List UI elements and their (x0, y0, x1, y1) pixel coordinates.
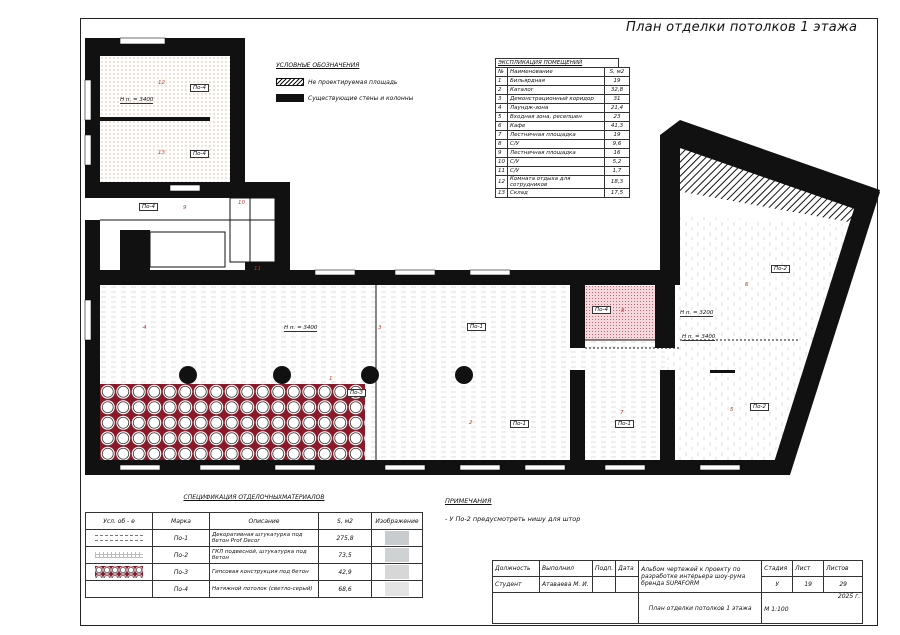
spec-image (372, 530, 423, 547)
room-number-13: 13 (158, 150, 165, 156)
legend-heading: УСЛОВНЫЕ ОБОЗНАЧЕНИЯ (276, 62, 360, 69)
row-number: 2 (496, 86, 508, 95)
row-area: 18,3 (605, 176, 630, 189)
ceiling-tag: По-2 (771, 265, 790, 273)
row-number: 11 (496, 167, 508, 176)
spec-mark: По-4 (153, 581, 210, 598)
table-row (496, 122, 630, 131)
row-number: 7 (496, 131, 508, 140)
ceiling-tag: По-4 (139, 203, 158, 211)
explication-heading: ЭКСПЛИКАЦИЯ ПОМЕЩЕНИЙ (495, 58, 619, 67)
ceiling-tag: По-4 (190, 150, 209, 158)
spec-area: 42,9 (319, 564, 372, 581)
row-name: Демонстрационный коридор (508, 95, 605, 104)
legend-label: Существующие стены и колонны (308, 94, 414, 102)
row-name: Кафе (508, 122, 605, 131)
room-number-9: 9 (183, 205, 187, 211)
stamp-scale: М 1:100 (764, 606, 789, 613)
table-row (496, 167, 630, 176)
spec-mark: По-3 (153, 564, 210, 581)
row-name: Лестничная площадка (508, 149, 605, 158)
table-header (496, 68, 630, 77)
pattern-swatch (95, 552, 143, 558)
room-number-10: 10 (238, 200, 245, 206)
legend-label: Не проектируемая площадь (308, 78, 398, 86)
row-number: 12 (496, 176, 508, 189)
header-name: Наименование (508, 68, 605, 77)
stamp-date-header: Дата (616, 561, 639, 577)
material-sample-image (385, 565, 409, 579)
material-sample-image (385, 548, 409, 562)
row-area: 17,5 (605, 189, 630, 198)
spec-area: 68,6 (319, 581, 372, 598)
row-name: С/У (508, 158, 605, 167)
stamp-sign-header: Подп. (593, 561, 616, 577)
row-number: 4 (496, 104, 508, 113)
table-row (496, 149, 630, 158)
stamp-role: Студент (493, 577, 540, 593)
row-area: 31 (605, 95, 630, 104)
row-number: 6 (496, 122, 508, 131)
row-name: Лаундж-зона (508, 104, 605, 113)
spec-area: 275,8 (319, 530, 372, 547)
header-area: S, м2 (605, 68, 630, 77)
table-row (496, 113, 630, 122)
stamp-sheets-label: Листов (824, 561, 863, 577)
notes (445, 497, 580, 523)
pattern-swatch (95, 535, 143, 541)
ceiling-tag: По-1 (615, 420, 634, 428)
pattern-symbol (86, 530, 153, 547)
drawing-title: План отделки потолков 1 этажа (626, 20, 858, 35)
stamp-sign (593, 577, 616, 593)
row-area: 32,8 (605, 86, 630, 95)
row-area: 19 (605, 77, 630, 86)
room-number-12: 12 (158, 80, 165, 86)
ceiling-tag: По-4 (190, 84, 209, 92)
pattern-symbol (86, 564, 153, 581)
spec-rows (86, 530, 423, 598)
stamp-name-header: Выполнил (540, 561, 593, 577)
solid-swatch (276, 94, 304, 102)
row-name: Склад (508, 189, 605, 198)
spec-image (372, 564, 423, 581)
billiard-ceiling (100, 384, 365, 461)
table-row (86, 581, 423, 598)
explication-rows (496, 77, 630, 198)
room-number-1: 1 (329, 376, 333, 382)
stamp-name: Атаваева М. И. (540, 577, 593, 593)
row-number: 3 (496, 95, 508, 104)
header-mark: Марка (153, 513, 210, 530)
room-number-11: 11 (254, 266, 261, 272)
row-area: 41,3 (605, 122, 630, 131)
stamp-year: 2025 г. (837, 593, 861, 600)
table-header (86, 513, 423, 530)
stamp-sheets: 29 (824, 577, 863, 593)
row-name: С/У (508, 140, 605, 149)
row-number: 5 (496, 113, 508, 122)
spec-mark: По-2 (153, 547, 210, 564)
row-number: 8 (496, 140, 508, 149)
stamp-stage-label: Стадия (762, 561, 793, 577)
row-number: 10 (496, 158, 508, 167)
note-item: - У По-2 предусмотреть нишу для штор (445, 515, 581, 523)
room-number-8: 8 (621, 308, 625, 314)
row-number: 1 (496, 77, 508, 86)
notes-heading: ПРИМЕЧАНИЯ (445, 497, 492, 505)
table-row (496, 77, 630, 86)
row-area: 9,6 (605, 140, 630, 149)
table-row (86, 530, 423, 547)
row-name: Бильярдная (508, 77, 605, 86)
row-area: 23 (605, 113, 630, 122)
ceiling-tag: По-3 (347, 389, 366, 397)
title-block (492, 560, 863, 624)
row-number: 9 (496, 149, 508, 158)
ceiling-tag: По-1 (467, 323, 486, 331)
stamp-date (616, 577, 639, 593)
table-row (496, 86, 630, 95)
table-row (496, 131, 630, 140)
hatch-swatch (276, 78, 304, 86)
spec-mark: По-1 (153, 530, 210, 547)
material-sample-image (385, 531, 409, 545)
spec-area: 73,5 (319, 547, 372, 564)
spec-description: Гипсовая конструкция под бетон (210, 564, 319, 581)
stamp-year-cell (762, 593, 863, 624)
header-symbol: Усл. об - е (86, 513, 153, 530)
pattern-symbol (86, 547, 153, 564)
header-area: S, м2 (319, 513, 372, 530)
header-description: Описание (210, 513, 319, 530)
row-area: 19 (605, 131, 630, 140)
row-area: 1,7 (605, 167, 630, 176)
table-row (496, 95, 630, 104)
explication-table (495, 58, 630, 198)
room-number-7: 7 (620, 410, 624, 416)
table-row (86, 547, 423, 564)
table-row (496, 176, 630, 189)
spec-description: Декоративная штукатурка под бетон Prof Decor (210, 530, 319, 547)
room-number-5: 5 (730, 407, 734, 413)
pattern-symbol (86, 581, 153, 598)
row-number: 13 (496, 189, 508, 198)
stamp-project: Альбом чертежей к проекту по разработке интерьера шоу-рума бренда SUPAFORM (639, 561, 762, 593)
stamp-sheet-title: План отделки потолков 1 этажа (639, 593, 762, 624)
height-label: Н п. = 3400 (120, 97, 154, 103)
height-label: Н п. = 3400 (682, 334, 716, 340)
row-name: Входная зона, ресепшен (508, 113, 605, 122)
table-row (496, 104, 630, 113)
stamp-stage: У (762, 577, 793, 593)
pattern-swatch (95, 566, 143, 578)
spec-description: Натяжной потолок (светло-серый) (210, 581, 319, 598)
row-area: 16 (605, 149, 630, 158)
header-image: Изображение (372, 513, 423, 530)
room-number-3: 3 (378, 325, 382, 331)
row-area: 21,4 (605, 104, 630, 113)
stamp-sheet: 19 (793, 577, 824, 593)
stamp-role-header: Должность (493, 561, 540, 577)
room-number-2: 2 (469, 420, 473, 426)
row-name: Каталог (508, 86, 605, 95)
legend-item-hatch (276, 78, 397, 86)
row-name: Комната отдыха для сотрудников (508, 176, 605, 189)
spec-image (372, 581, 423, 598)
room-number-4: 4 (143, 325, 147, 331)
row-name: С/У (508, 167, 605, 176)
material-sample-image (385, 582, 409, 596)
table-row (496, 158, 630, 167)
stamp-sheet-label: Лист (793, 561, 824, 577)
stamp-empty (493, 593, 639, 624)
room-number-6: 6 (745, 282, 749, 288)
ceiling-tag: По-1 (510, 420, 529, 428)
spec-image (372, 547, 423, 564)
height-label: Н п. = 3400 (284, 325, 318, 331)
row-name: Лестничная площадка (508, 131, 605, 140)
height-label: Н п. = 3200 (680, 310, 714, 316)
spec-heading: СПЕЦИФИКАЦИЯ ОТДЕЛОЧНЫХМАТЕРИАЛОВ (183, 494, 325, 501)
ceiling-tag: По-2 (750, 403, 769, 411)
row-area: 5,2 (605, 158, 630, 167)
legend-item-solid (276, 94, 413, 102)
ceiling-tag: По-4 (592, 306, 611, 314)
table-row (496, 140, 630, 149)
header-num: № (496, 68, 508, 77)
spec-description: ГКЛ подвесной, штукатурка под бетон (210, 547, 319, 564)
room-8-fill (585, 286, 655, 340)
table-row (86, 564, 423, 581)
table-row (496, 189, 630, 198)
